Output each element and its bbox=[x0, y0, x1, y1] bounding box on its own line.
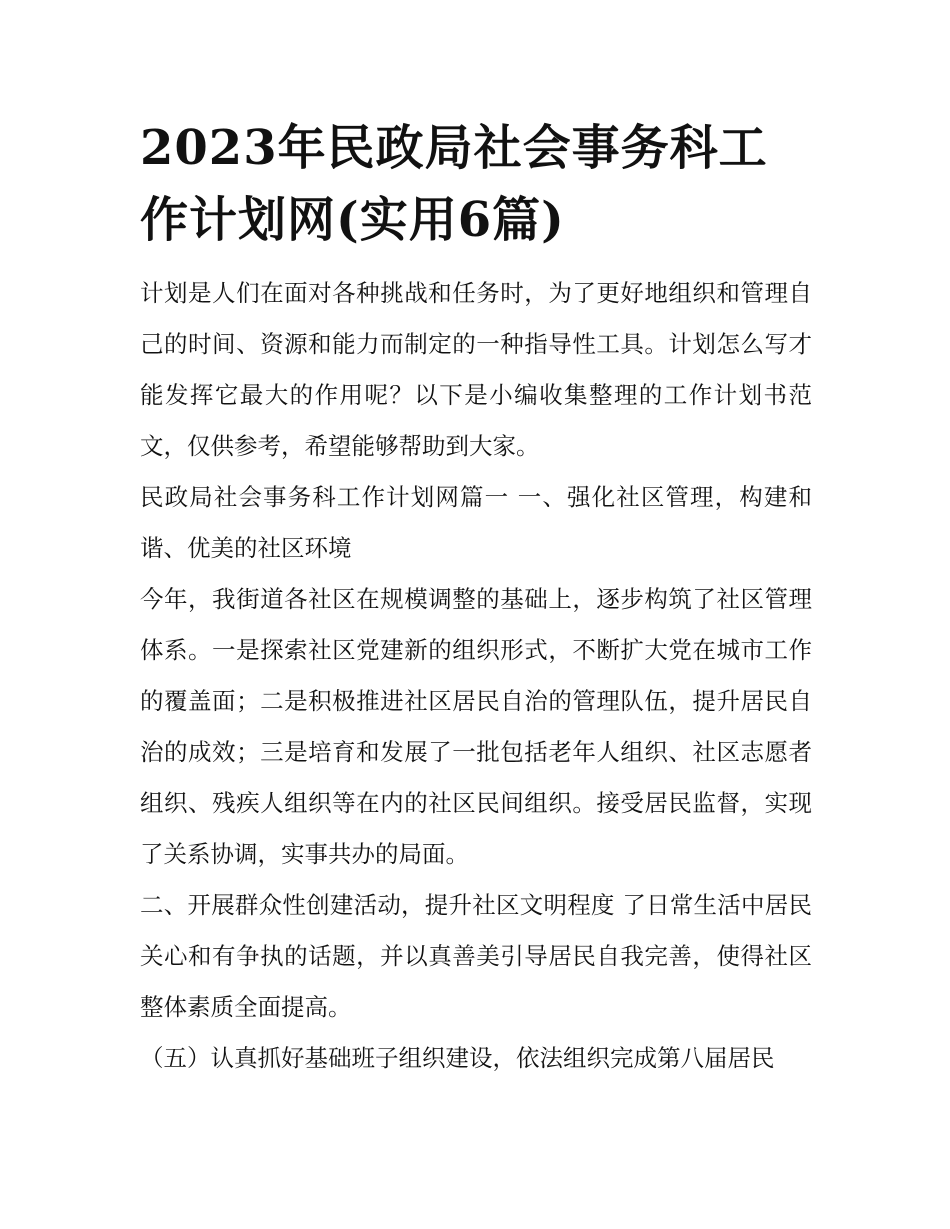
document-page bbox=[140, 112, 812, 1084]
paragraph-intro: 计划是人们在面对各种挑战和任务时，为了更好地组织和管理自己的时间、资源和能力而制定的一种指导性工具。计划怎么写才能发挥它最大的作用呢？以下是小编收集整理的工作计划书范文，仅供参考，希望能够帮助到大家。 bbox=[140, 279, 812, 460]
document-title: 2023年民政局社会事务科工作计划网(实用6篇) bbox=[140, 120, 768, 248]
paragraph-civilization-activities: 二、开展群众性创建活动，提升社区文明程度 了日常生活中居民关心和有争执的话题，并以真善美引导居民自我完善，使得社区整体素质全面提高。 bbox=[140, 891, 812, 1021]
paragraph-section-heading: 民政局社会事务科工作计划网篇一 一、强化社区管理，构建和谐、优美的社区环境 bbox=[140, 483, 812, 562]
paragraph-team-building: （五）认真抓好基础班子组织建设，依法组织完成第八届居民 bbox=[140, 1044, 775, 1072]
paragraph-community-management: 今年，我街道各社区在规模调整的基础上，逐步构筑了社区管理体系。一是探索社区党建新的组织形式，不断扩大党在城市工作的覆盖面；二是积极推进社区居民自治的管理队伍，提升居民自治的成效；三是培育和发展了一批包括老年人组织、社区志愿者组织、残疾人组织等在内的社区民间组织。接受居民监督，实现了关系协调，实事共办的局面。 bbox=[140, 585, 812, 868]
